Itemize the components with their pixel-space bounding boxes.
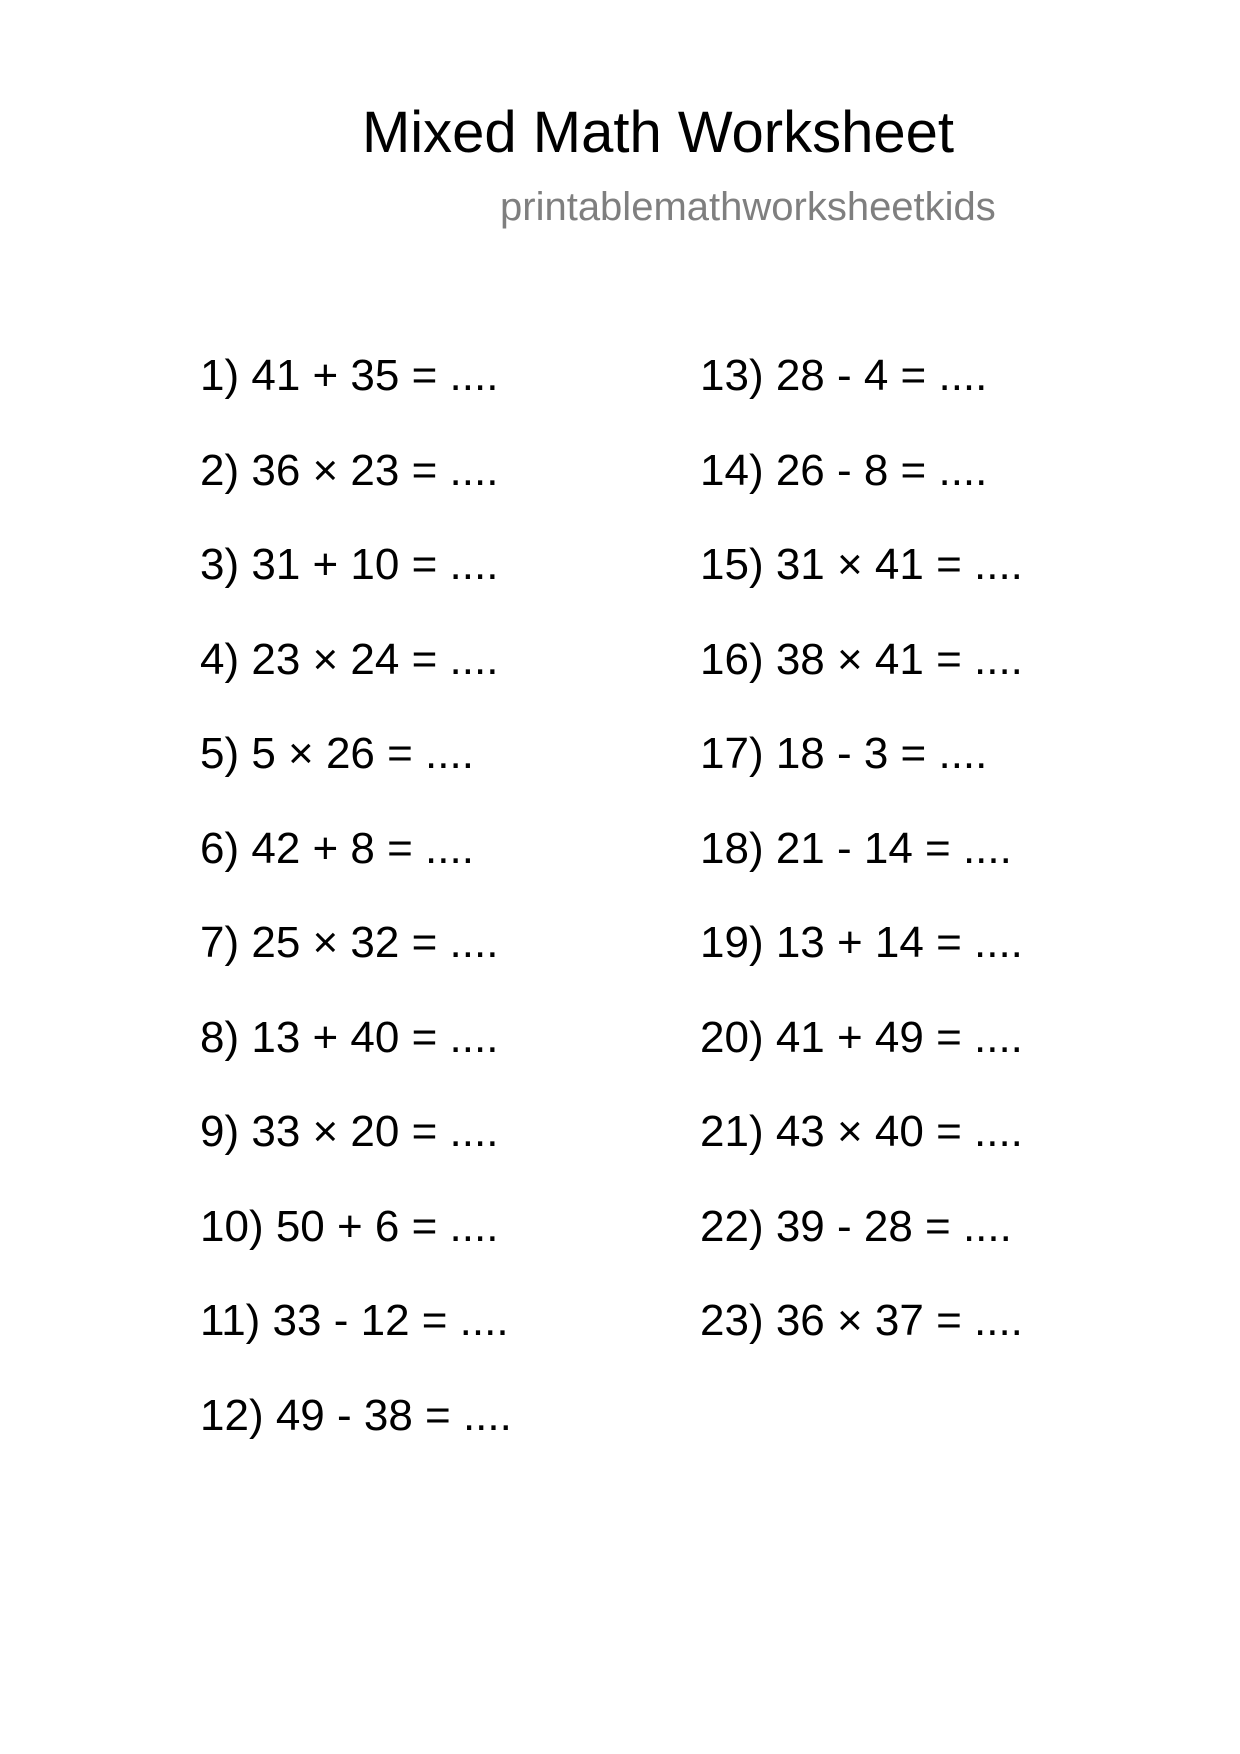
problem-item: 8) 13 + 40 = .... — [200, 1012, 499, 1062]
problem-column-left — [200, 348, 512, 1482]
problem-item: 10) 50 + 6 = .... — [200, 1201, 499, 1251]
problem-item: 3) 31 + 10 = .... — [200, 540, 499, 589]
problem-item: 12) 49 - 38 = .... — [200, 1390, 512, 1440]
worksheet-title: Mixed Math Worksheet — [361, 100, 955, 165]
problem-item: 23) 36 × 37 = .... — [700, 1296, 1023, 1345]
problem-item: 13) 28 - 4 = .... — [700, 351, 988, 400]
problem-item: 16) 38 × 41 = .... — [700, 634, 1023, 684]
problem-item: 19) 13 + 14 = .... — [700, 918, 1023, 967]
problem-item: 9) 33 × 20 = .... — [200, 1107, 499, 1156]
problem-item: 11) 33 - 12 = .... — [200, 1296, 509, 1345]
problem-column-right — [700, 348, 1023, 1388]
problem-item: 7) 25 × 32 = .... — [200, 918, 499, 967]
problem-item: 22) 39 - 28 = .... — [700, 1201, 1012, 1251]
problem-item: 18) 21 - 14 = .... — [700, 823, 1012, 873]
problem-item: 5) 5 × 26 = .... — [200, 729, 474, 778]
problem-item: 15) 31 × 41 = .... — [700, 540, 1023, 589]
worksheet-source: printablemathworksheetkids — [500, 185, 996, 229]
problem-item: 21) 43 × 40 = .... — [700, 1107, 1023, 1156]
problem-item: 14) 26 - 8 = .... — [700, 445, 988, 495]
problem-item: 20) 41 + 49 = .... — [700, 1012, 1023, 1062]
problem-item: 1) 41 + 35 = .... — [200, 351, 499, 400]
problem-item: 6) 42 + 8 = .... — [200, 823, 474, 873]
problem-item: 17) 18 - 3 = .... — [700, 729, 988, 778]
problem-item: 2) 36 × 23 = .... — [200, 445, 499, 495]
problem-item: 4) 23 × 24 = .... — [200, 634, 499, 684]
